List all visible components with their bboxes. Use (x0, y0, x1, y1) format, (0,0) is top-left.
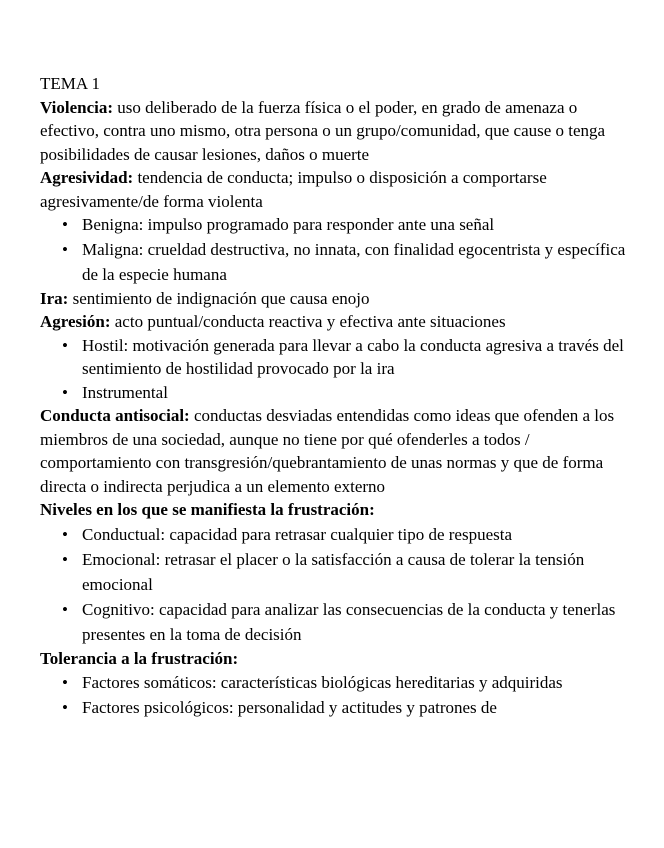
definition-term: Agresión: (40, 312, 111, 331)
definition-term: Conducta antisocial: (40, 406, 190, 425)
list-item (40, 334, 640, 381)
definition-text: acto puntual/conducta reactiva y efectiva ante situaciones (110, 312, 506, 331)
definition-term: Violencia: (40, 97, 114, 117)
bullet-list (40, 670, 640, 720)
list-item-text: Hostil: motivación generada para llevar a cabo la conducta agresiva a través del sentimiento de hostilidad provocado por la ira (82, 335, 624, 378)
definition-ira (40, 287, 640, 311)
section-heading: Tolerancia a la frustración: (40, 648, 239, 668)
list-item (40, 381, 640, 405)
list-item (40, 597, 640, 647)
definition-agresion (40, 310, 640, 334)
list-item-text: Factores psicológicos: personalidad y actitudes y patrones de (82, 698, 497, 717)
bullet-icon: • (62, 698, 68, 717)
definition-text: uso deliberado de la fuerza física o el poder, en grado de amenaza o efectivo, contra uno mismo, otra persona o un grupo/comunidad, que cause o tenga posibilidades de causar lesiones, daños o muerte (40, 97, 606, 164)
definition-term: Ira: (40, 288, 69, 308)
bullet-icon: • (62, 335, 68, 355)
definition-text: tendencia de conducta; impulso o disposición a comportarse agresivamente/de forma violenta (40, 168, 547, 211)
list-item (40, 213, 640, 237)
section-heading: Niveles en los que se manifiesta la frustración: (40, 500, 375, 519)
definition-conducta-antisocial (40, 404, 640, 498)
bullet-icon: • (62, 215, 68, 234)
definition-text: conductas desviadas entendidas como ideas que ofenden a los miembros de una sociedad, aunque no tiene por qué ofenderles a todos / comportamiento con transgresión/quebrantamiento de unas normas y que de forma directa o indirecta perjudica a un elemento externo (40, 406, 615, 496)
list-item-text: Emocional: retrasar el placer o la satisfacción a causa de tolerar la tensión emocional (82, 549, 585, 594)
list-item-text: Factores somáticos: características biológicas hereditarias y adquiridas (82, 673, 563, 692)
section-niveles-frustracion (40, 498, 640, 522)
bullet-icon: • (62, 239, 68, 259)
list-item (40, 695, 640, 720)
bullet-list (40, 213, 640, 287)
list-item-text: Instrumental (82, 382, 168, 402)
bullet-icon: • (62, 524, 68, 544)
document-page (40, 72, 640, 720)
list-item-text: Maligna: crueldad destructiva, no innata, con finalidad egocentrista y específica de la especie humana (82, 239, 626, 284)
definition-text: sentimiento de indignación que causa enojo (68, 288, 370, 308)
list-item-text: Benigna: impulso programado para responder ante una señal (82, 215, 495, 234)
list-item (40, 237, 640, 287)
section-tolerancia-frustracion (40, 647, 640, 671)
bullet-icon: • (62, 599, 68, 619)
definition-violencia (40, 96, 640, 167)
list-item (40, 522, 640, 547)
definition-term: Agresividad: (40, 168, 134, 187)
bullet-icon: • (62, 382, 68, 402)
list-item-text: Cognitivo: capacidad para analizar las consecuencias de la conducta y tenerlas presentes en la toma de decisión (82, 599, 616, 644)
definition-agresividad (40, 166, 640, 213)
bullet-icon: • (62, 673, 68, 692)
bullet-list (40, 334, 640, 405)
bullet-list (40, 522, 640, 647)
document-title: TEMA 1 (40, 74, 100, 93)
list-item (40, 670, 640, 695)
bullet-icon: • (62, 549, 68, 569)
list-item-text: Conductual: capacidad para retrasar cualquier tipo de respuesta (82, 524, 512, 544)
list-item (40, 547, 640, 597)
